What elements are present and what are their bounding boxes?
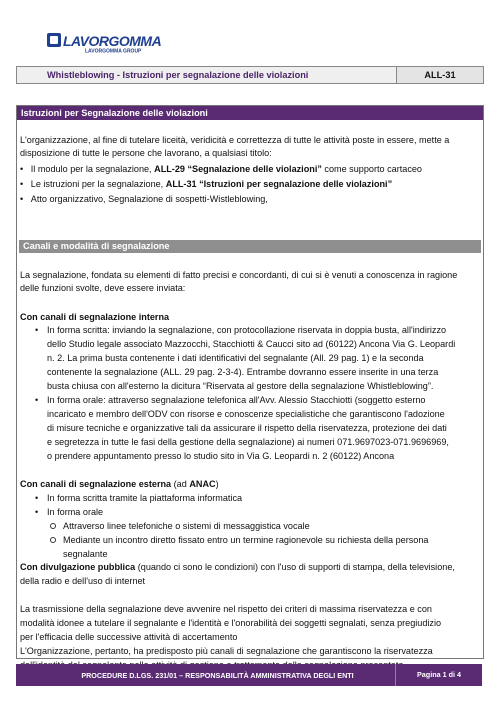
disclosure-line-1: Con divulgazione pubblica (quando ci sono le condizioni) con l'uso di supporti di stampa, della televisione, [20, 562, 455, 572]
footer-text: PROCEDURE D.LGS. 231/01 – RESPONSABILITÀ AMMINISTRATIVA DEGLI ENTI [81, 670, 354, 680]
closing-line-1: La trasmissione della segnalazione deve avvenire nel rispetto dei criteri di massima riservatezza e con [20, 604, 432, 614]
internal-heading: Con canali di segnalazione interna [20, 312, 170, 322]
hollow-bullet-2 [50, 534, 56, 547]
internal-oral-2: incaricato e membro dell'ODV con risorse e conoscenze specialistiche che garantiscono l'adozione [47, 409, 445, 419]
internal-written-4: contenente la segnalazione (ALL. 29 pag. 2-3-4). Entrambe dovranno essere inserite in una terza [47, 367, 439, 377]
internal-written-3: n. 2. La prima busta contenente i dati identificativi del segnalante (All. 29 pag. 1) e la seconda [47, 353, 424, 363]
internal-written-1: In forma scritta: inviando la segnalazione, con protocollazione riservata in doppia busta, all'indirizzo [47, 325, 447, 335]
page-number: Pagina 1 di 4 [395, 664, 482, 686]
document-code: ALL-31 [396, 67, 483, 83]
closing-line-4: L'Organizzazione, pertanto, ha predisposto più canali di segnalazione che garantiscono la riservatezza [20, 646, 433, 656]
intro-item-2: • Le istruzioni per la segnalazione, ALL-31 “Istruzioni per segnalazione delle violazioni” [20, 179, 393, 189]
external-subitem-1: Attraverso linee telefoniche o sistemi di messaggistica vocale [63, 521, 310, 531]
hollow-bullet-1 [50, 520, 56, 533]
intro-item-1: • Il modulo per la segnalazione, ALL-29 “Segnalazione delle violazioni” come supporto cartaceo [20, 164, 422, 174]
intro-line-2: disposizione di tutte le persone che lavorano, a qualsiasi titolo: [20, 148, 272, 158]
internal-oral-1: In forma orale: attraverso segnalazione telefonica all'Avv. Alessio Stacchiotti (soggetto esterno [47, 395, 426, 405]
external-heading: Con canali di segnalazione esterna (ad ANAC) [20, 479, 219, 489]
disclosure-line-2: della radio e dell'uso di internet [20, 576, 146, 586]
bullet-oral: • [35, 395, 39, 405]
internal-oral-5: o prendere appuntamento presso lo studio sito in Via G. Leopardi n. 2 (60122) Ancona [47, 451, 395, 461]
subsection-title: Canali e modalità di segnalazione [19, 240, 481, 253]
bullet-written: • [35, 325, 39, 335]
svg-text:LAVORGOMMA: LAVORGOMMA [63, 33, 162, 49]
bullet-ext-2: • [35, 507, 39, 517]
closing-line-2: modalità idonee a tutelare il segnalante e l'identità e l'onorabilità dei soggetti segnalati, senza pregiudizio [20, 618, 442, 628]
closing-line-3: per l'efficacia delle successive attività di accertamento [20, 632, 238, 642]
internal-oral-4: e segretezza in tutte le fasi della gestione della segnalazione) ai numeri 071.9697023-071.9696969, [47, 437, 449, 447]
para1-line-2: delle funzioni svolte, deve essere inviata: [20, 283, 186, 293]
external-item-1: In forma scritta tramite la piattaforma informatica [47, 493, 243, 503]
internal-oral-3: di misure tecniche e organizzative tali da assicurare il rispetto della riservatezza, protezione dei dati [47, 423, 447, 433]
external-item-2: In forma orale [47, 507, 104, 517]
intro-item-3: • Atto organizzativo, Segnalazione di sospetti-Wistleblowing, [20, 194, 268, 204]
svg-text:LAVORGOMMA GROUP: LAVORGOMMA GROUP [85, 48, 142, 54]
intro-line-1: L'organizzazione, al fine di tutelare liceità, veridicità e correttezza di tutte le attività poste in essere, mette a [20, 135, 450, 145]
content-frame [16, 105, 484, 659]
internal-written-5: busta chiusa con all'esterno la dicitura “Riservata al gestore della segnalazione Whistleblowing”. [47, 381, 434, 391]
section-title: Istruzioni per Segnalazione delle violazioni [17, 106, 483, 120]
external-subitem-2b: segnalante [63, 549, 108, 559]
para1-line-1: La segnalazione, fondata su elementi di fatto precisi e concordanti, di cui si è venuti a conoscenza in ragione [20, 270, 458, 280]
document-footer [16, 664, 482, 686]
external-subitem-2: Mediante un incontro diretto fissato entro un termine ragionevole su richiesta della persona [63, 535, 429, 545]
bullet-ext-1: • [35, 493, 39, 503]
document-header [16, 66, 484, 84]
internal-written-2: dello Studio legale associato Mazzocchi, Stacchiotti & Caucci sito ad (60122) Ancona Via G. Leopardi [47, 339, 456, 349]
document-title: Whistleblowing - Istruzioni per segnalazione delle violazioni [47, 70, 309, 80]
company-logo [47, 30, 177, 54]
